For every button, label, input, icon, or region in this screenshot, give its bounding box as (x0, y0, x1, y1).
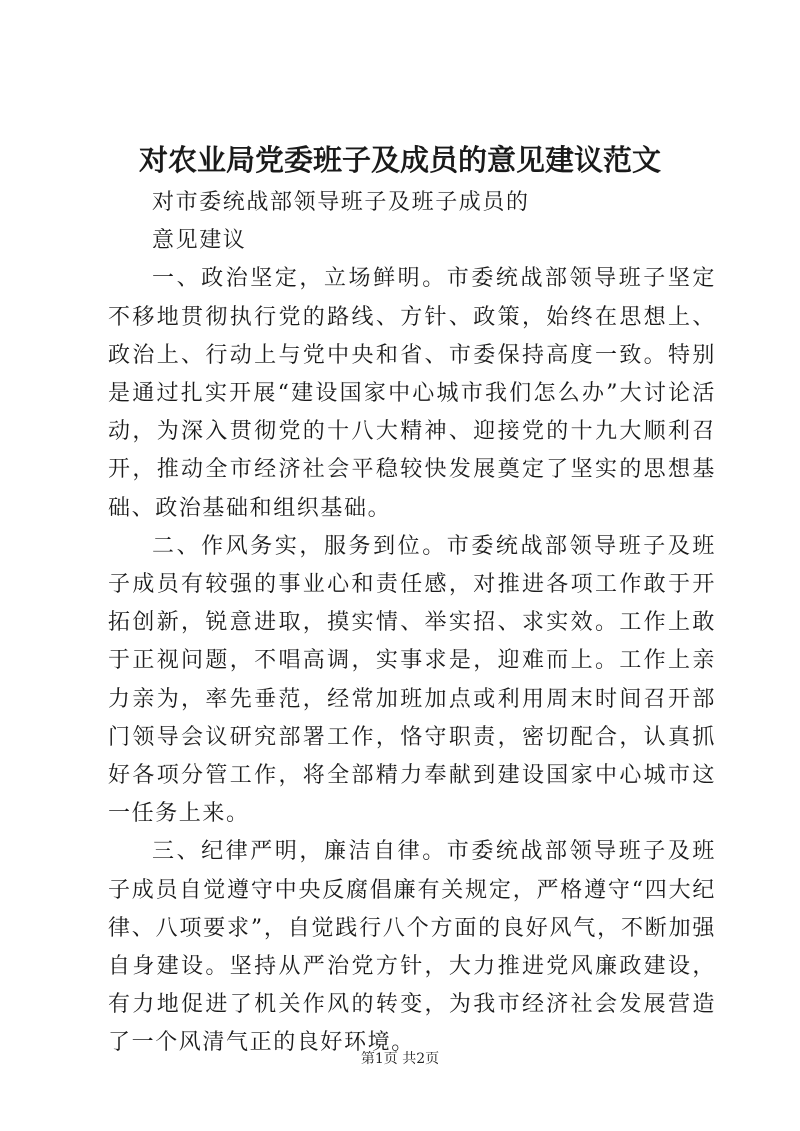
document-title: 对农业局党委班子及成员的意见建议范文 (138, 143, 661, 177)
paragraph-political: 一、政治坚定，立场鲜明。市委统战部领导班子坚定不移地贯彻执行党的路线、方针、政策，始终在思想上、政治上、行动上与党中央和省、市委保持高度一致。特别是通过扎实开展“建设国家中心城市我们怎么办”大讨论活动，为深入贯彻党的十八大精神、迎接党的十九大顺利召开，推动全市经济社会平稳较快发展奠定了坚实的思想基础、政治基础和组织基础。 (108, 266, 716, 521)
paragraph-work-style: 二、作风务实，服务到位。市委统战部领导班子及班子成员有较强的事业心和责任感，对推进各项工作敢于开拓创新，锐意进取，摸实情、举实招、求实效。工作上敢于正视问题，不唱高调，实事求是，迎难而上。工作上亲力亲为，率先垂范，经常加班加点或利用周末时间召开部门领导会议研究部署工作，恪守职责，密切配合，认真抓好各项分管工作，将全部精力奉献到建设国家中心城市这一任务上来。 (108, 533, 716, 827)
paragraph-subtitle-line-1: 对市委统战部领导班子及班子成员的 (152, 190, 530, 215)
document-body (108, 184, 716, 1063)
paragraph-discipline: 三、纪律严明，廉洁自律。市委统战部领导班子及班子成员自觉遵守中央反腐倡廉有关规定，严格遵守“四大纪律、八项要求”，自觉践行八个方面的良好风气，不断加强自身建设。坚持从严治党方针，大力推进党风廉政建设，有力地促进了机关作风的转变，为我市经济社会发展营造了一个风清气正的良好环境。 (108, 839, 716, 1056)
page-number-footer: 第1页 共2页 (360, 1051, 440, 1067)
paragraph-subtitle-line-2: 意见建议 (152, 228, 247, 254)
